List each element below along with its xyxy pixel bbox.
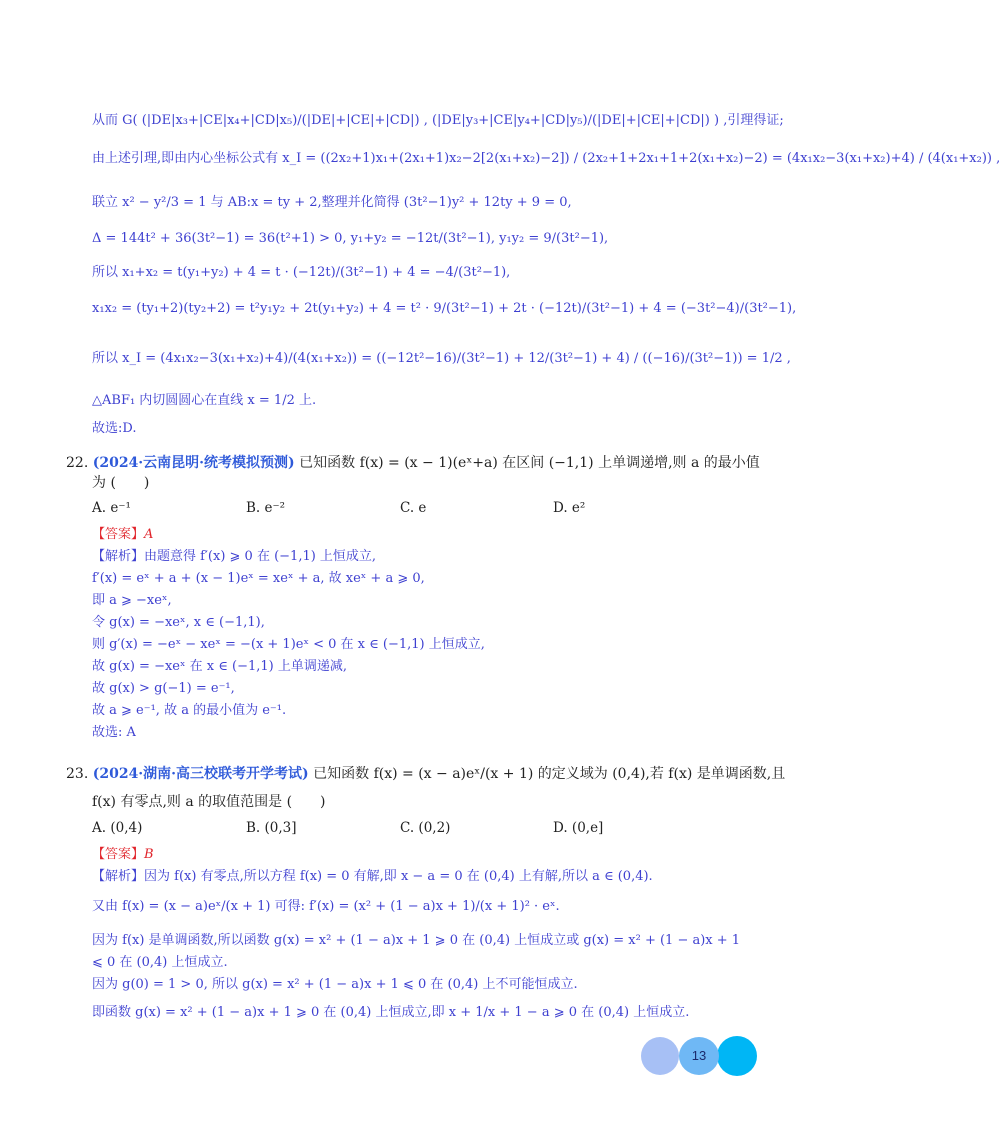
solution-line: 因为 g(0) = 1 > 0, 所以 g(x) = x² + (1 − a)x + 1 ⩽ 0 在 (0,4) 上不可能恒成立. [92, 977, 578, 992]
option-b: B. (0,3] [246, 820, 297, 836]
solution-line: 故选: A [92, 725, 136, 740]
answer-value: B [144, 847, 154, 862]
option-d: D. (0,e] [553, 820, 604, 836]
solution-line: 故 a ⩾ e⁻¹, 故 a 的最小值为 e⁻¹. [92, 703, 287, 718]
option-c: C. (0,2) [400, 820, 451, 836]
analysis-tag: 【解析】 [92, 549, 145, 564]
analysis-text: 由题意得 f′(x) ⩾ 0 在 (−1,1) 上恒成立, [144, 549, 377, 564]
solution-line: 从而 G( (|DE|x₃+|CE|x₄+|CD|x₅)/(|DE|+|CE|+|CD|) , (|DE|y₃+|CE|y₄+|CD|y₅)/(|DE|+|CE|+|CD|) ) ,引理得证; [92, 113, 784, 128]
answer-line [92, 526, 740, 544]
question-text: 已知函数 f(x) = (x − a)eˣ/(x + 1) 的定义域为 (0,4),若 f(x) 是单调函数,且 [313, 766, 786, 782]
solution-line: 故选:D. [92, 421, 137, 436]
solution-line: 即 a ⩾ −xeˣ, [92, 593, 172, 608]
option-a: A. e⁻¹ [92, 500, 131, 516]
answer-tag: 【答案】 [92, 847, 145, 862]
option-c: C. e [400, 500, 427, 516]
solution-line: 因为 f(x) 是单调函数,所以函数 g(x) = x² + (1 − a)x + 1 ⩾ 0 在 (0,4) 上恒成立或 g(x) = x² + (1 − a)x + 1 [92, 933, 741, 948]
option-a: A. (0,4) [92, 820, 143, 836]
page-number-badge [641, 1036, 761, 1076]
question-text: 已知函数 f(x) = (x − 1)(eˣ+a) 在区间 (−1,1) 上单调递增,则 a 的最小值 [299, 455, 760, 471]
option-b: B. e⁻² [246, 500, 286, 516]
badge-circle-mid: 13 [679, 1037, 719, 1075]
solution-line: 又由 f(x) = (x − a)eˣ/(x + 1) 可得: f′(x) = (x² + (1 − a)x + 1)/(x + 1)² · eˣ. [92, 899, 560, 914]
badge-circle-right [717, 1036, 757, 1076]
solution-line: f′(x) = eˣ + a + (x − 1)eˣ = xeˣ + a, 故 xeˣ + a ⩾ 0, [92, 571, 425, 586]
question-text-cont: f(x) 有零点,则 a 的取值范围是 ( ) [92, 794, 326, 810]
solution-line: 令 g(x) = −xeˣ, x ∈ (−1,1), [92, 615, 265, 630]
badge-circle-left [641, 1037, 679, 1075]
solution-line: x₁x₂ = (ty₁+2)(ty₂+2) = t²y₁y₂ + 2t(y₁+y₂) + 4 = t² · 9/(3t²−1) + 2t · (−12t)/(3t²−1) + 4 = (−3t²−4)/(3t²−1), [92, 301, 797, 316]
analysis-line [92, 548, 740, 566]
solution-line: 则 g′(x) = −eˣ − xeˣ = −(x + 1)eˣ < 0 在 x ∈ (−1,1) 上恒成立, [92, 637, 485, 652]
solution-line: 由上述引理,即由内心坐标公式有 x_I = ((2x₂+1)x₁+(2x₁+1)x₂−2[2(x₁+x₂)−2]) / (2x₂+1+2x₁+1+2(x₁+x₂)−2) = (4x₁x₂−3(x₁+x₂)+4) / (4(x₁+x₂)) , [92, 151, 1000, 166]
question-number: 22. [66, 455, 89, 471]
analysis-text: 因为 f(x) 有零点,所以方程 f(x) = 0 有解,即 x − a = 0 在 (0,4) 上有解,所以 a ∈ (0,4). [144, 869, 653, 884]
question-number: 23. [66, 766, 89, 782]
solution-line: 所以 x₁+x₂ = t(y₁+y₂) + 4 = t · (−12t)/(3t²−1) + 4 = −4/(3t²−1), [92, 265, 511, 280]
solution-line: Δ = 144t² + 36(3t²−1) = 36(t²+1) > 0, y₁+y₂ = −12t/(3t²−1), y₁y₂ = 9/(3t²−1), [92, 231, 609, 246]
source-tag: (2024·湖南·高三校联考开学考试) [92, 766, 309, 782]
answer-tag: 【答案】 [92, 527, 145, 542]
solution-line: ⩽ 0 在 (0,4) 上恒成立. [92, 955, 228, 970]
solution-line: 故 g(x) = −xeˣ 在 x ∈ (−1,1) 上单调递减, [92, 659, 347, 674]
solution-line: 即函数 g(x) = x² + (1 − a)x + 1 ⩾ 0 在 (0,4) 上恒成立,即 x + 1/x + 1 − a ⩾ 0 在 (0,4) 上恒成立. [92, 1005, 690, 1020]
option-d: D. e² [553, 500, 586, 516]
answer-value: A [144, 527, 154, 542]
solution-line: 故 g(x) > g(−1) = e⁻¹, [92, 681, 235, 696]
solution-line: △ABF₁ 内切圆圆心在直线 x = 1/2 上. [92, 393, 317, 408]
question-22 [66, 453, 760, 473]
question-23 [66, 764, 785, 784]
question-text-cont: 为 ( ) [92, 475, 150, 491]
analysis-line [92, 868, 740, 886]
solution-line: 所以 x_I = (4x₁x₂−3(x₁+x₂)+4)/(4(x₁+x₂)) = ((−12t²−16)/(3t²−1) + 12/(3t²−1) + 4) / ((−16)/(3t²−1)) = 1/2 , [92, 351, 791, 366]
analysis-tag: 【解析】 [92, 869, 145, 884]
source-tag: (2024·云南昆明·统考模拟预测) [92, 455, 295, 471]
solution-line: 联立 x² − y²/3 = 1 与 AB:x = ty + 2,整理并化简得 (3t²−1)y² + 12ty + 9 = 0, [92, 195, 572, 210]
answer-line [92, 846, 740, 864]
